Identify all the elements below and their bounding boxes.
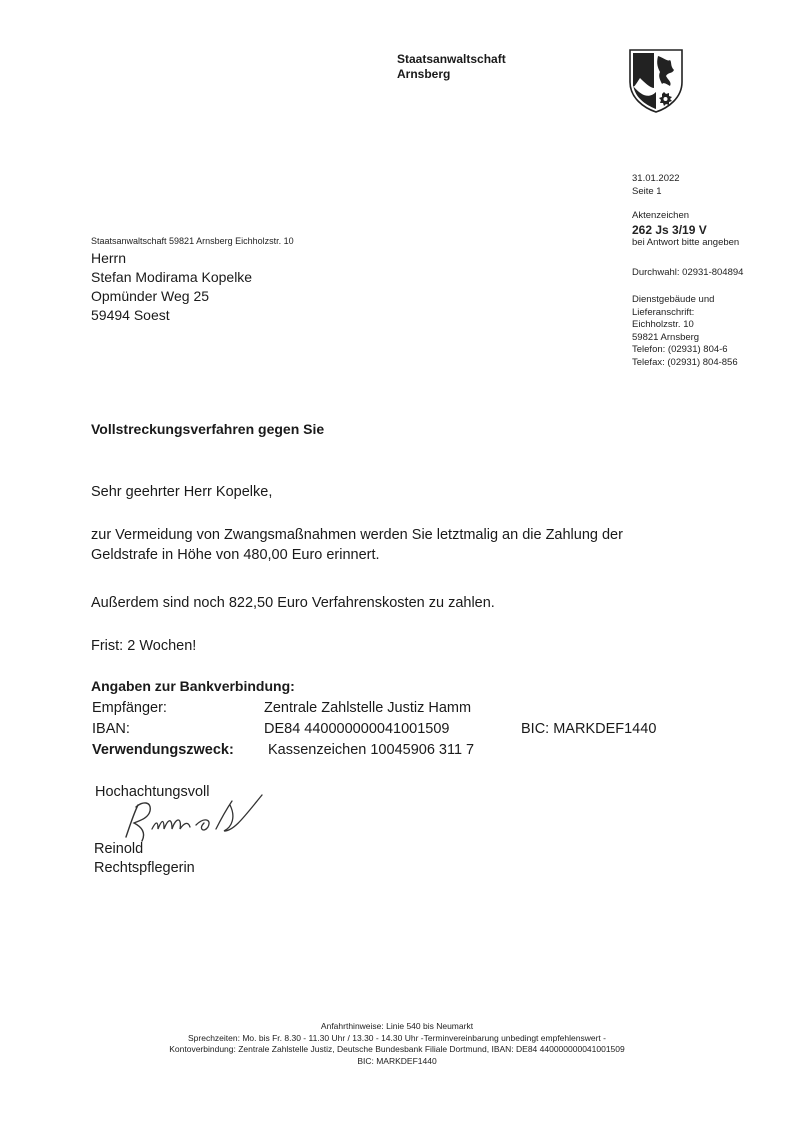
deadline-text: Frist: 2 Wochen!	[91, 638, 197, 654]
signer-name: Reinold	[94, 841, 144, 857]
sender-line: Staatsanwaltschaft 59821 Arnsberg Eichholzstr. 10	[91, 236, 294, 246]
payment-reminder-paragraph	[91, 525, 709, 565]
authority-name: Staatsanwaltschaft	[397, 52, 506, 66]
info-date-block	[632, 173, 680, 198]
footer-office-hours: Sprechzeiten: Mo. bis Fr. 8.30 - 11.30 Uhr / 13.30 - 14.30 Uhr -Terminvereinbarung unbedingt empfehlenswert -	[188, 1032, 606, 1043]
reminder-line-2: Geldstrafe in Höhe von 480,00 Euro erinnert.	[91, 547, 380, 563]
closing-phrase: Hochachtungsvoll	[95, 784, 210, 800]
office-zip-city: 59821 Arnsberg	[632, 331, 700, 343]
recipient-salutation: Herrn	[91, 250, 127, 266]
page-number: Seite 1	[632, 185, 662, 197]
nrw-coat-of-arms-icon	[628, 48, 684, 114]
address-label-2: Lieferanschrift:	[632, 306, 695, 318]
page-footer	[0, 1021, 794, 1067]
office-street: Eichholzstr. 10	[632, 319, 694, 330]
bank-recipient-value: Zentrale Zahlstelle Justiz Hamm	[264, 700, 472, 716]
file-ref-label: Aktenzeichen	[632, 210, 690, 221]
file-ref: 262 Js 3/19 V	[632, 222, 707, 237]
direct-dial: Durchwahl: 02931-804894	[632, 267, 744, 278]
reminder-line-1: zur Vermeidung von Zwangsmaßnahmen werden Sie letztmalig an die Zahlung der	[91, 527, 623, 543]
recipient-street: Opmünder Weg 25	[91, 288, 210, 304]
purpose-value: Kassenzeichen 10045906 311 7	[268, 742, 475, 758]
letter-date: 31.01.2022	[632, 173, 680, 184]
bank-recipient-label: Empfänger:	[92, 700, 167, 716]
footer-bank-account: Kontoverbindung: Zentrale Zahlstelle Justiz, Deutsche Bundesbank Filiale Dortmund, IBAN: DE84 440000000041001509	[169, 1044, 625, 1054]
office-fax: Telefax: (02931) 804-856	[632, 356, 738, 368]
footer-bic: BIC: MARKDEF1440	[357, 1055, 437, 1066]
bic-value: BIC: MARKDEF1440	[521, 721, 657, 737]
authority-city: Arnsberg	[397, 67, 451, 81]
recipient-zip-city: 59494 Soest	[91, 307, 170, 323]
letter-subject: Vollstreckungsverfahren gegen Sie	[91, 421, 325, 437]
costs-paragraph: Außerdem sind noch 822,50 Euro Verfahrenskosten zu zahlen.	[91, 595, 495, 611]
recipient-address	[91, 249, 252, 325]
address-label-1: Dienstgebäude und	[632, 294, 715, 305]
recipient-name: Stefan Modirama Kopelke	[91, 269, 253, 285]
iban-label: IBAN:	[92, 721, 130, 737]
letter-greeting: Sehr geehrter Herr Kopelke,	[91, 484, 273, 500]
signer-role: Rechtspflegerin	[94, 860, 195, 876]
bank-details-title: Angaben zur Bankverbindung:	[91, 678, 295, 694]
file-reference-block	[632, 210, 739, 249]
authority-header	[397, 52, 506, 82]
file-ref-note: bei Antwort bitte angeben	[632, 236, 740, 248]
purpose-label: Verwendungszweck:	[92, 742, 234, 758]
office-phone: Telefon: (02931) 804-6	[632, 344, 728, 355]
signer-block	[94, 840, 195, 878]
office-address-block	[632, 294, 738, 369]
footer-directions: Anfahrthinweise: Linie 540 bis Neumarkt	[320, 1021, 474, 1031]
iban-value: DE84 440000000041001509	[264, 721, 450, 737]
